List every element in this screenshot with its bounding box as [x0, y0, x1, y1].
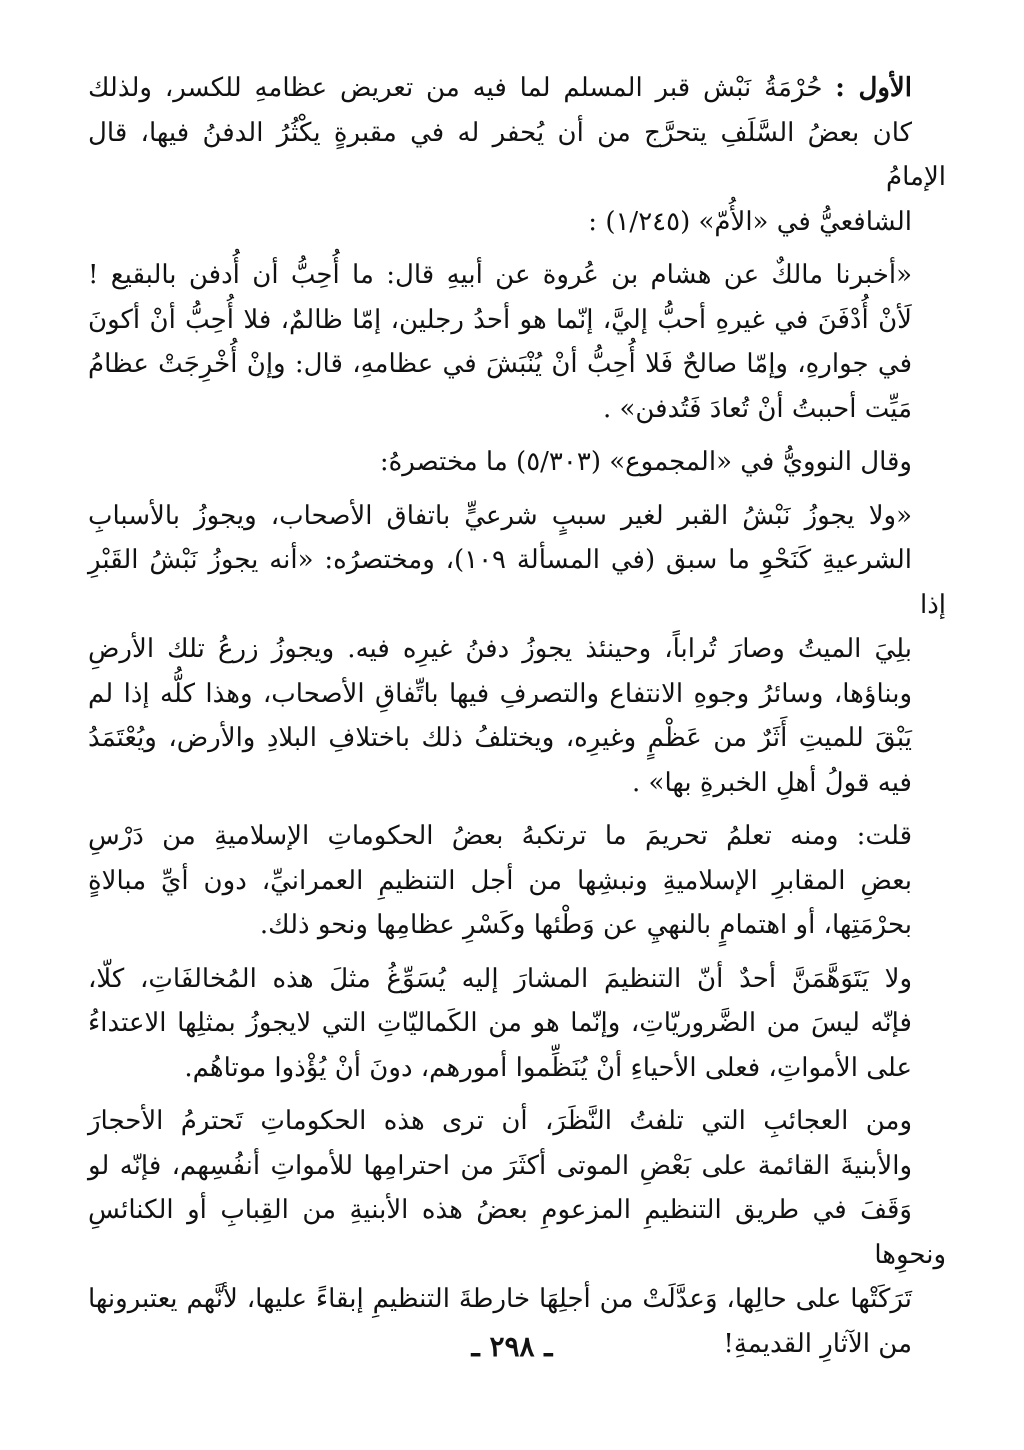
text-line: فإنّه ليسَ من الضَّروريّاتِ، وإنّما هو من الكَماليّاتِ التي لايجوزُ بمثلِها الاعتداءُ: [88, 1008, 912, 1038]
page-number: ـ ٢٩٨ ـ: [471, 1330, 553, 1363]
text-line: تَرَكَتْها على حالِها، وَعدَّلَتْ من أجلِهَا خارطةَ التنظيمِ إبقاءً عليها، لأنَّهم يعتبرونها: [88, 1284, 912, 1314]
text-line: [88, 66, 946, 111]
document-page: [88, 66, 946, 1386]
paragraph-nawawi-intro: [88, 440, 946, 485]
text-line-content: حُرْمَةُ نَبْش قبر المسلم لما فيه من تعريض عظامهِ للكسر، ولذلك: [88, 73, 823, 103]
text-line: وَقَفَ في طريق التنظيمِ المزعومِ بعضُ هذه الأبنيةِ من القِبابِ أو الكنائسِ ونحوِها: [88, 1195, 946, 1270]
text-line: ومن العجائبِ التي تلفتُ النَّظَرَ، أن ترى هذه الحكوماتِ تَحترمُ الأحجارَ: [88, 1106, 912, 1136]
text-line: لَأنْ أُدْفَنَ في غيرهِ أحبُّ إليَّ، إنّما هو أحدُ رجلين، إمّا ظالمٌ، فلا أُحِبُّ أنْ أكونَ: [88, 304, 912, 335]
text-line: بلِيَ الميتُ وصارَ تُراباً، وحينئذ يجوزُ دفنُ غيرِه فيه. ويجوزُ زرعُ تلك الأرضِ: [88, 634, 912, 664]
text-line: الشافعيُّ في «الأُمّ» (١/٢٤٥) :: [588, 206, 912, 237]
paragraph-first-point: [88, 66, 946, 244]
text-line: بعضِ المقابرِ الإسلاميةِ ونبشِها من أجل التنظيمِ العمرانيِّ، دون أيِّ مبالاةٍ: [88, 865, 912, 896]
paragraph-shafii-quote: [88, 253, 946, 431]
text-line: «ولا يجوزُ نَبْشُ القبر لغير سببٍ شرعيٍّ باتفاق الأصحاب، ويجوزُ بالأسبابِ: [88, 500, 912, 531]
paragraph-nawawi-quote: [88, 494, 946, 806]
paragraph-wonders: [88, 1099, 946, 1366]
text-line: الشرعيةِ كَنَحْوِ ما سبق (في المسألة ١٠٩)، ومختصرُه: «أنه يجوزُ نَبْشُ القَبْرِ إذا: [88, 545, 946, 620]
text-line: والأبنيةَ القائمة على بَعْضِ الموتى أكثَرَ من احترامِها للأمواتِ أنفُسِهم، فإنّه لو: [88, 1150, 912, 1181]
text-line: وقال النوويُّ في «المجموع» (٥/٣٠٣) ما مختصرهُ:: [379, 447, 912, 477]
text-line: كان بعضُ السَّلَفِ يتحرَّج من أن يُحفر له في مقبرةٍ يكْثُرُ الدفنُ فيها، قال الإمامُ: [88, 117, 946, 192]
text-line: ولا يَتَوَهَّمَنَّ أحدٌ أنّ التنظيمَ المشارَ إليه يُسَوِّغُ مثلَ هذه المُخالفَاتِ، كلّا،: [88, 963, 912, 994]
paragraph-lead: الأول :: [835, 73, 912, 103]
paragraph-author-comment: [88, 814, 946, 948]
text-line: يَبْقَ للميتِ أَثَرٌ من عَظْمٍ وغيرِه، ويختلفُ ذلك باختلافِ البلادِ والأرض، ويُعْتَمَدُ: [88, 723, 912, 753]
paragraph-warning: [88, 957, 946, 1091]
text-line: على الأمواتِ، فعلى الأحياءِ أنْ يُنَظِّموا أمورهم، دونَ أنْ يُؤْذوا موتاهُم.: [184, 1052, 912, 1083]
text-line: «أخبرنا مالكٌ عن هشام بن عُروة عن أبيهِ قال: ما أُحِبُّ أن أُدفن بالبقيع !: [88, 260, 912, 290]
text-line: قلت: ومنه تعلمُ تحريمَ ما ترتكبهُ بعضُ الحكوماتِ الإسلاميةِ من دَرْسِ: [88, 821, 912, 851]
text-line: مَيِّت أحببتُ أنْ تُعادَ فَتُدفن» .: [602, 393, 912, 424]
text-line: في جوارهِ، وإمّا صالحٌ فَلا أُحِبُّ أنْ يُنْبَشَ في عظامهِ، قال: وإنْ أُخْرِجَتْ عظامُ: [88, 349, 912, 379]
text-line: بحرْمَتِها، أو اهتمامٍ بالنهيِ عن وَطْئها وكَسْرِ عظامِها ونحو ذلك.: [259, 910, 912, 940]
text-line: وبناؤها، وسائرُ وجوهِ الانتفاع والتصرفِ فيها باتِّفاقِ الأصحاب، وهذا كلُّه إذا لم: [88, 678, 912, 709]
text-line: فيه قولُ أهلِ الخبرةِ بها» .: [632, 767, 912, 798]
text-line: من الآثارِ القديمةِ!: [723, 1328, 912, 1359]
